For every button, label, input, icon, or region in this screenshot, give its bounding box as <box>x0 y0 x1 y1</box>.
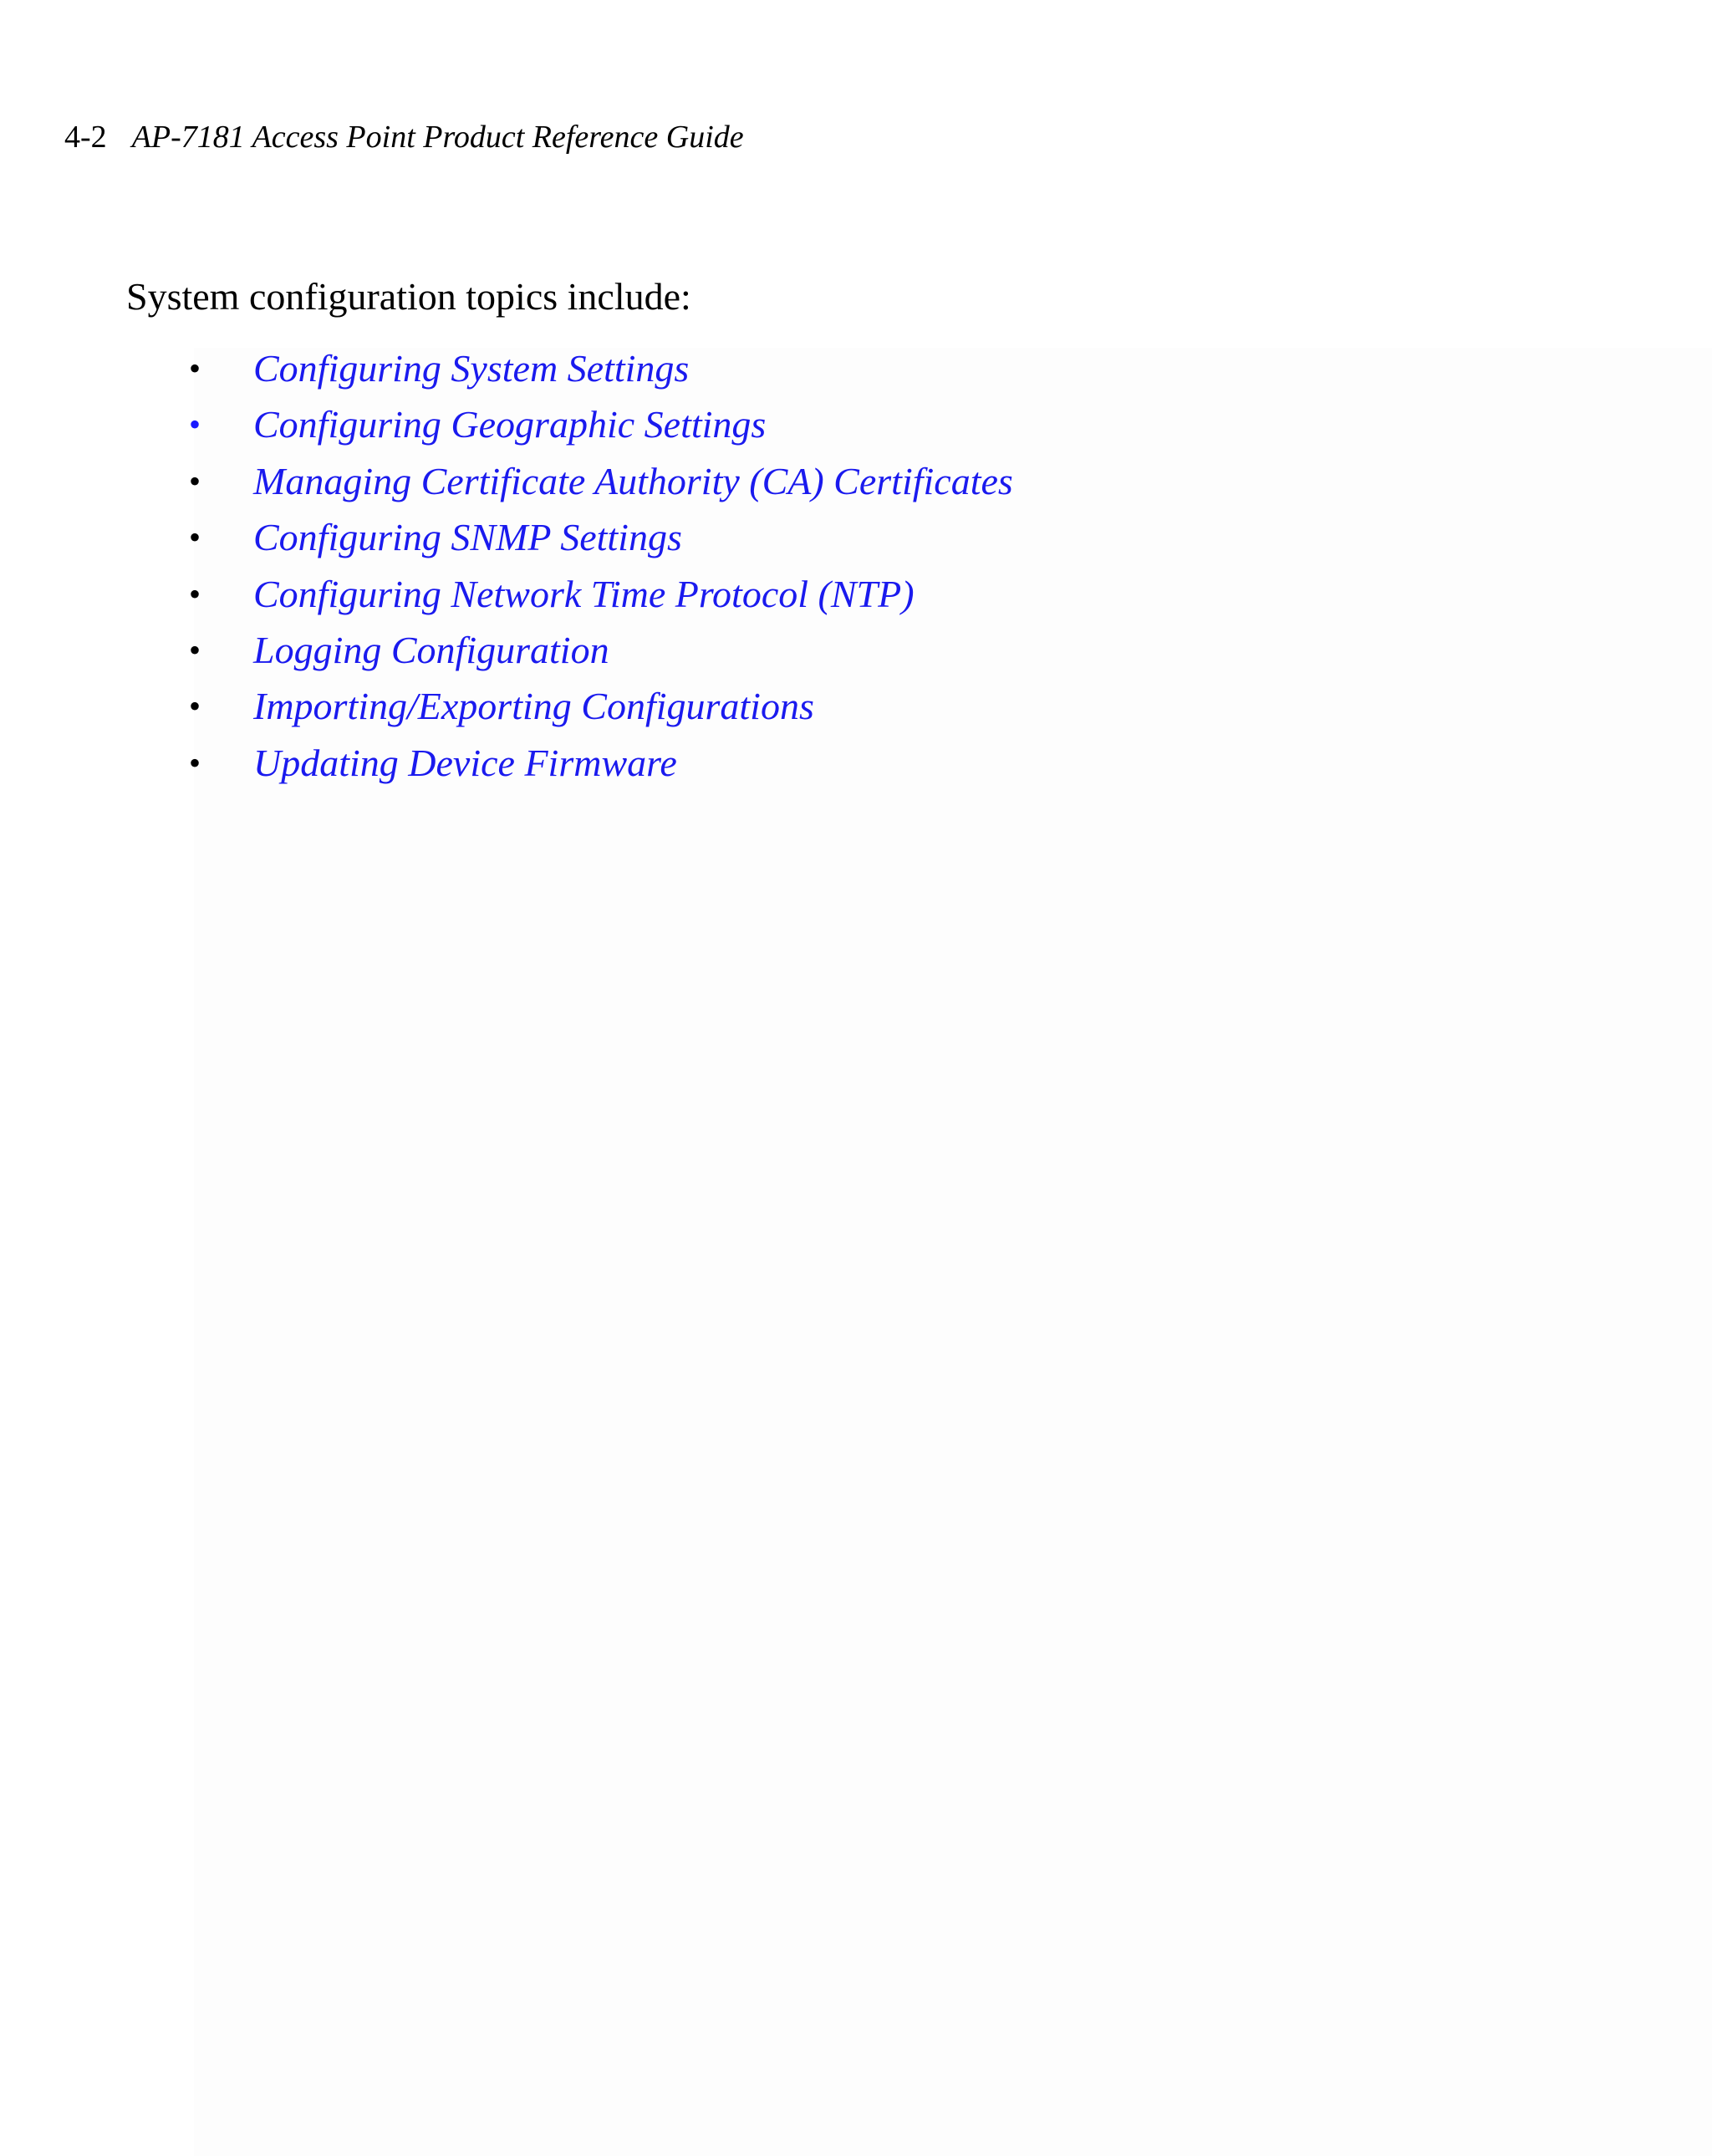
bullet-icon: • <box>189 461 201 500</box>
page-background <box>194 348 1712 2156</box>
intro-paragraph: System configuration topics include: <box>126 275 691 318</box>
topic-link-system-settings[interactable]: Configuring System Settings <box>253 347 690 390</box>
topic-link-snmp-settings[interactable]: Configuring SNMP Settings <box>253 516 682 559</box>
topic-link-ca-certificates[interactable]: Managing Certificate Authority (CA) Certificates <box>253 459 1013 502</box>
bullet-icon: • <box>189 630 201 669</box>
topic-link-firmware[interactable]: Updating Device Firmware <box>253 741 677 784</box>
topic-link-ntp[interactable]: Configuring Network Time Protocol (NTP) <box>253 572 915 615</box>
running-header <box>64 117 744 157</box>
topic-link-logging[interactable]: Logging Configuration <box>253 628 609 671</box>
topic-link-geographic-settings[interactable]: Configuring Geographic Settings <box>253 403 767 446</box>
page-number: 4-2 <box>64 120 107 155</box>
bullet-icon: • <box>189 349 201 387</box>
topic-link-import-export[interactable]: Importing/Exporting Configurations <box>253 685 814 728</box>
bullet-icon: • <box>189 687 201 726</box>
bullet-icon: • <box>189 574 201 613</box>
bullet-icon: • <box>189 405 201 444</box>
bullet-icon: • <box>189 743 201 782</box>
bullet-icon: • <box>189 518 201 557</box>
book-title: AP-7181 Access Point Product Reference Guide <box>131 120 744 155</box>
